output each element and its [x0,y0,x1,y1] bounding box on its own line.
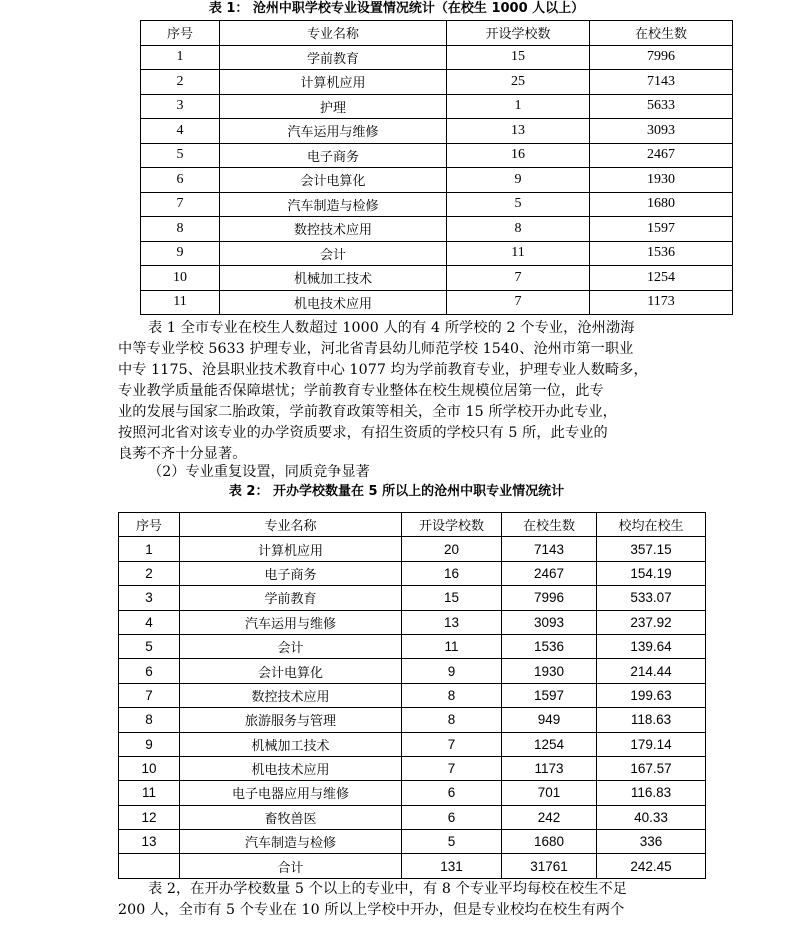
cell-value: 3 [119,586,180,610]
cell-value: 3093 [502,610,597,634]
cell-value: 357.15 [597,537,706,561]
table-row [141,70,733,95]
cell-value: 1254 [502,732,597,756]
cell-value: 242 [502,805,597,829]
table-row [119,830,706,854]
paragraph-line: 中专 1175、沧县职业技术教育中心 1077 均为学前教育专业，护理专业人数畸多， [118,362,648,378]
cell-value: 10 [119,756,180,780]
cell-major-name: 会计电算化 [220,168,447,193]
cell-major-name: 机械加工技术 [220,266,447,291]
cell-value: 6 [402,781,502,805]
cell-value: 11 [119,781,180,805]
cell-value: 31761 [502,854,597,878]
cell-major-name: 数控技术应用 [220,217,447,242]
cell-value: 20 [402,537,502,561]
cell-value: 1680 [502,830,597,854]
paragraph-line: 表 1 全市专业在校生人数超过 1000 人的有 4 所学校的 2 个专业，沧州渤海 [148,320,635,336]
table1-body [141,45,733,315]
cell-value: 179.14 [597,732,706,756]
cell-value: 12 [119,805,180,829]
column-header: 在校生数 [590,21,733,46]
cell-value: 701 [502,781,597,805]
table-row [119,708,706,732]
cell-value: 6 [119,659,180,683]
cell-major-name: 学前教育 [180,586,402,610]
paragraph-line: 良莠不齐十分显著。 [118,446,247,462]
table1 [140,20,733,315]
cell-value: 7996 [502,586,597,610]
cell-value: 9 [141,241,220,266]
table-row [141,119,733,144]
table-row [119,781,706,805]
cell-value: 154.19 [597,561,706,585]
table-row [141,290,733,315]
cell-value: 3 [141,94,220,119]
cell-value: 7996 [590,45,733,70]
cell-value: 5 [447,192,590,217]
cell-major-name: 会计 [180,634,402,658]
cell-value: 8 [447,217,590,242]
table-row [141,45,733,70]
cell-value: 25 [447,70,590,95]
table2 [118,512,706,879]
cell-value: 5633 [590,94,733,119]
table-row [141,217,733,242]
column-header: 在校生数 [502,513,597,537]
cell-value: 5 [119,634,180,658]
cell-value: 1536 [590,241,733,266]
cell-value: 11 [141,290,220,315]
cell-value: 1930 [590,168,733,193]
table-row [119,659,706,683]
cell-value: 1680 [590,192,733,217]
table-row [141,94,733,119]
cell-major-name: 电子商务 [220,143,447,168]
cell-value: 7143 [502,537,597,561]
cell-major-name: 汽车运用与维修 [180,610,402,634]
paragraph-line: 专业教学质量能否保障堪忧；学前教育专业整体在校生规模位居第一位，此专 [118,383,604,399]
cell-major-name: 机电技术应用 [180,756,402,780]
column-header: 校均在校生 [597,513,706,537]
cell-value: 242.45 [597,854,706,878]
cell-major-name: 学前教育 [220,45,447,70]
table-row [141,192,733,217]
cell-major-name: 计算机应用 [220,70,447,95]
cell-value: 2467 [590,143,733,168]
cell-value: 11 [402,634,502,658]
cell-value: 199.63 [597,683,706,707]
cell-value: 16 [447,143,590,168]
table-row [119,634,706,658]
cell-value: 16 [402,561,502,585]
column-header: 序号 [141,21,220,46]
cell-major-name: 护理 [220,94,447,119]
cell-value: 167.57 [597,756,706,780]
cell-value: 3093 [590,119,733,144]
cell-value: 15 [402,586,502,610]
table1-header-row [141,21,733,46]
table-row [141,143,733,168]
table-row [119,854,706,878]
cell-value: 5 [402,830,502,854]
table-row [141,168,733,193]
cell-value: 336 [597,830,706,854]
cell-value: 214.44 [597,659,706,683]
table-row [141,266,733,291]
cell-value: 7 [141,192,220,217]
paragraph-line: 200 人，全市有 5 个专业在 10 所以上学校中开办，但是专业校均在校生有两个 [118,902,625,918]
cell-major-name: 会计电算化 [180,659,402,683]
cell-value: 8 [119,708,180,732]
table-row [119,756,706,780]
cell-value: 7 [447,290,590,315]
cell-major-name: 合计 [180,854,402,878]
cell-major-name: 汽车制造与检修 [180,830,402,854]
table-row [119,537,706,561]
cell-value: 9 [447,168,590,193]
cell-value: 2 [119,561,180,585]
cell-value: 1 [141,45,220,70]
column-header: 专业名称 [220,21,447,46]
cell-value: 13 [119,830,180,854]
cell-value: 7 [119,683,180,707]
cell-major-name: 畜牧兽医 [180,805,402,829]
cell-value: 1173 [502,756,597,780]
cell-major-name: 电子电器应用与维修 [180,781,402,805]
cell-value: 10 [141,266,220,291]
cell-value: 5 [141,143,220,168]
column-header: 序号 [119,513,180,537]
paragraph-line: 表 2，在开办学校数量 5 个以上的专业中，有 8 个专业平均每校在校生不足 [148,881,628,897]
cell-value: 40.33 [597,805,706,829]
cell-major-name: 机械加工技术 [180,732,402,756]
table-row [141,241,733,266]
cell-value: 9 [119,732,180,756]
cell-value: 8 [402,708,502,732]
cell-value: 1930 [502,659,597,683]
cell-major-name: 电子商务 [180,561,402,585]
cell-major-name: 数控技术应用 [180,683,402,707]
table-row [119,610,706,634]
cell-value: 1597 [590,217,733,242]
cell-major-name: 旅游服务与管理 [180,708,402,732]
cell-value: 7 [447,266,590,291]
table2-caption: 表 2： 开办学校数量在 5 所以上的沧州中职专业情况统计 [228,484,565,499]
cell-value: 1536 [502,634,597,658]
cell-value: 7 [402,732,502,756]
paragraph-2 [118,879,706,921]
cell-value: 11 [447,241,590,266]
cell-major-name: 汽车运用与维修 [220,119,447,144]
cell-value: 1597 [502,683,597,707]
column-header: 专业名称 [180,513,402,537]
paragraph-line: 中等专业学校 5633 护理专业，河北省青县幼儿师范学校 1540、沧州市第一职业 [118,341,634,357]
cell-value: 4 [119,610,180,634]
cell-value: 6 [141,168,220,193]
table-row [119,805,706,829]
cell-value: 4 [141,119,220,144]
paragraph-1 [118,318,706,465]
section-heading: （2）专业重复设置，同质竞争显著 [148,464,370,480]
cell-value: 2467 [502,561,597,585]
cell-value: 237.92 [597,610,706,634]
table1-caption: 表 1： 沧州中职学校专业设置情况统计（在校生 1000 人以上） [208,1,585,16]
cell-value: 118.63 [597,708,706,732]
cell-value: 13 [447,119,590,144]
paragraph-line: 业的发展与国家二胎政策，学前教育政策等相关，全市 15 所学校开办此专业， [118,404,617,420]
cell-value: 1254 [590,266,733,291]
cell-value: 131 [402,854,502,878]
cell-value: 1 [447,94,590,119]
cell-value: 1 [119,537,180,561]
cell-value: 533.07 [597,586,706,610]
cell-major-name: 机电技术应用 [220,290,447,315]
cell-value: 7143 [590,70,733,95]
table-row [119,561,706,585]
table-row [119,732,706,756]
cell-major-name: 会计 [220,241,447,266]
cell-value: 9 [402,659,502,683]
cell-value: 139.64 [597,634,706,658]
column-header: 开设学校数 [402,513,502,537]
cell-value: 116.83 [597,781,706,805]
cell-value: 949 [502,708,597,732]
table2-body [119,537,706,878]
cell-value: 8 [141,217,220,242]
cell-value: 7 [402,756,502,780]
column-header: 开设学校数 [447,21,590,46]
cell-value: 8 [402,683,502,707]
cell-major-name: 计算机应用 [180,537,402,561]
table-row [119,683,706,707]
cell-value: 13 [402,610,502,634]
table-row [119,586,706,610]
cell-value [119,854,180,878]
cell-value: 15 [447,45,590,70]
table2-header-row [119,513,706,537]
cell-value: 2 [141,70,220,95]
paragraph-line: 按照河北省对该专业的办学资质要求，有招生资质的学校只有 5 所，此专业的 [118,425,608,441]
cell-value: 6 [402,805,502,829]
cell-major-name: 汽车制造与检修 [220,192,447,217]
cell-value: 1173 [590,290,733,315]
